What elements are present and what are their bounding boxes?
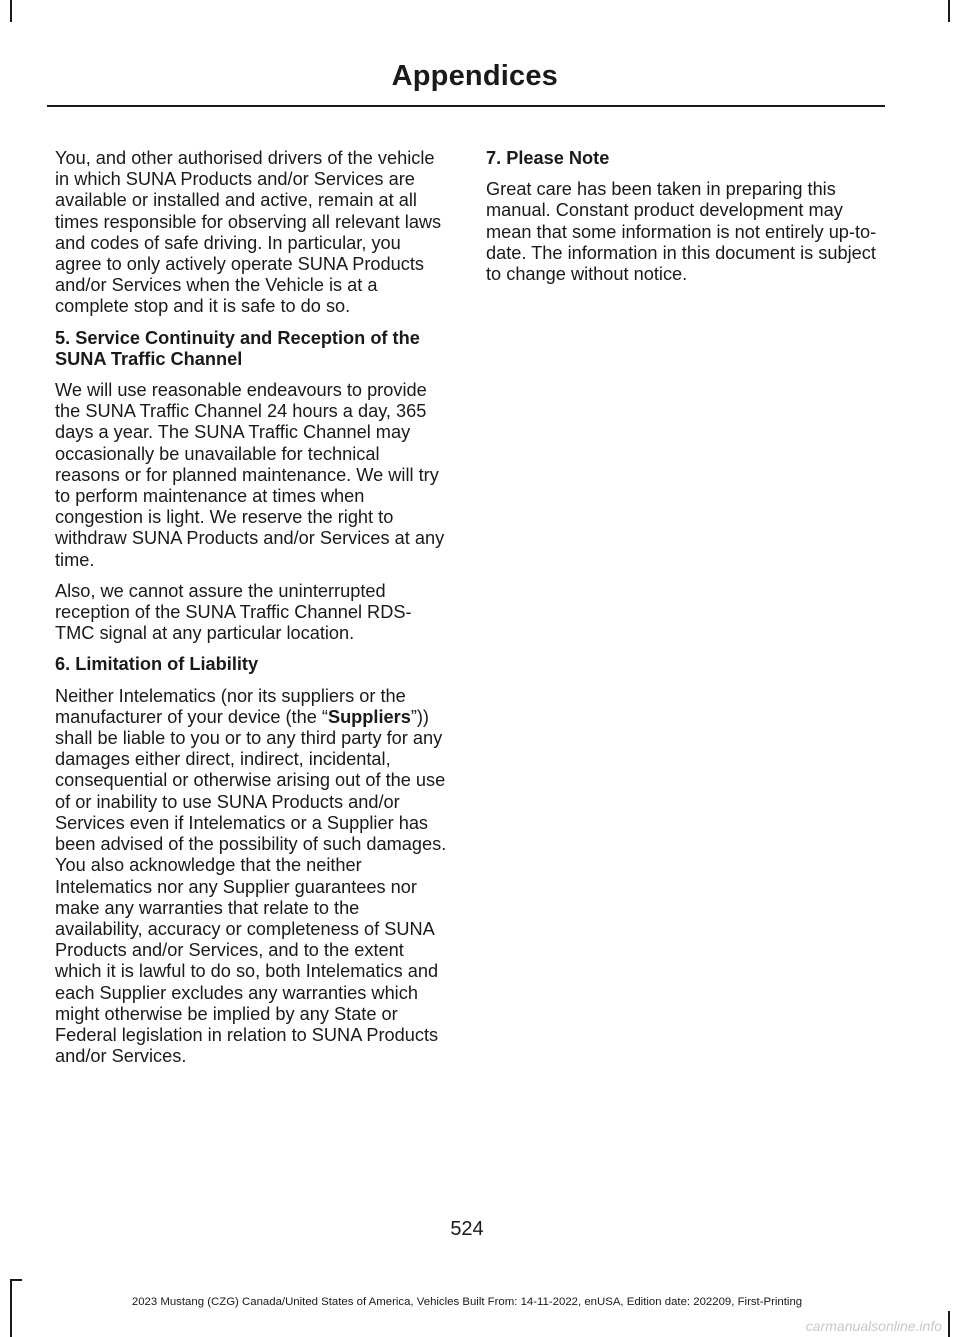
- right-column: [486, 148, 882, 295]
- edition-footer: 2023 Mustang (CZG) Canada/United States of America, Vehicles Built From: 14-11-2022, enUSA, Edition date: 202209, First-Printing: [131, 1296, 803, 1308]
- left-column: [55, 148, 447, 1077]
- crop-mark-top-right: [948, 0, 950, 22]
- section-6-paragraph: [55, 686, 447, 1068]
- section-6-heading: 6. Limitation of Liability: [55, 654, 259, 675]
- defined-term-suppliers: Suppliers: [327, 706, 411, 727]
- crop-mark-bottom-left: [10, 1279, 12, 1337]
- header-divider: [47, 105, 885, 107]
- section-7-heading: 7. Please Note: [486, 148, 610, 168]
- crop-mark-bottom-right: [948, 1311, 950, 1337]
- section-5-paragraph-1: We will use reasonable endeavours to provide the SUNA Traffic Channel 24 hours a day, 365 days a year. The SUNA Traffic Channel may occasionally be unavailable for technical reasons or for planned maintenance. We will try to perform maintenance at times when congestion is light. We reserve the right to withdraw SUNA Products and/or Services at any time.: [55, 380, 445, 570]
- page-title: Appendices: [391, 60, 558, 92]
- crop-mark-top-left: [10, 0, 12, 22]
- crop-mark-bottom-left-tick: [10, 1279, 22, 1281]
- intro-paragraph: You, and other authorised drivers of the vehicle in which SUNA Products and/or Services are available or installed and active, remain at all times responsible for observing all relevant laws and codes of safe driving. In particular, you agree to only actively operate SUNA Products and/or Services when the Vehicle is at a complete stop and it is safe to do so.: [55, 148, 442, 317]
- section-5-heading: 5. Service Continuity and Reception of the SUNA Traffic Channel: [55, 327, 420, 369]
- page-number: 524: [450, 1218, 484, 1240]
- section-7-paragraph: Great care has been taken in preparing this manual. Constant product development may mean that some information is not entirely up-to-date. The information in this document is subject to change without notice.: [486, 179, 877, 285]
- section-6-text-end: ”)) shall be liable to you or to any third party for any damages either direct, indirect, incidental, consequential or otherwise arising out of the use of or inability to use SUNA Products and/or Services even if Intelematics or a Supplier has been advised of the possibility of such damages. You also acknowledge that the neither Intelematics nor any Supplier guarantees nor make any warranties that relate to the availability, accuracy or completeness of SUNA Products and/or Services, and to the extent which it is lawful to do so, both Intelematics and each Supplier excludes any warranties which might otherwise be implied by any State or Federal legislation in relation to SUNA Products and/or Services.: [55, 706, 447, 1067]
- section-5-paragraph-2: Also, we cannot assure the uninterrupted reception of the SUNA Traffic Channel RDS-TMC signal at any particular location.: [55, 580, 412, 644]
- watermark: carmanualsonline.info: [805, 1318, 942, 1334]
- section-6-text-start: Neither Intelematics (nor its suppliers or the manufacturer of your device (the “: [55, 685, 406, 727]
